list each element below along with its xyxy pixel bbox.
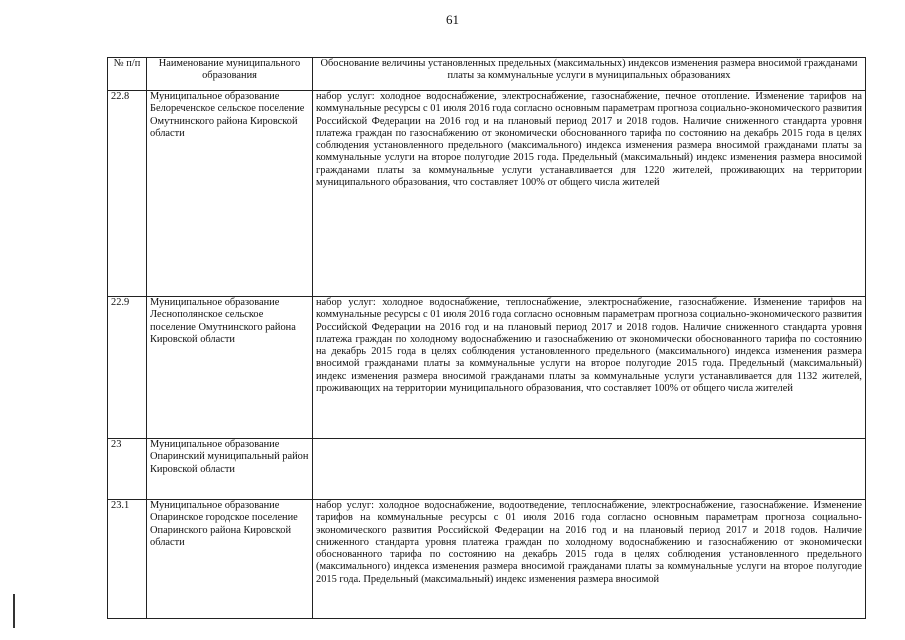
table-row xyxy=(108,297,866,439)
justification-text xyxy=(313,439,866,500)
municipality-name: Муниципальное образование Опаринское городское поселение Опаринского района Кировской области xyxy=(147,500,313,619)
table-row xyxy=(108,439,866,500)
municipality-name: Муниципальное образование Опаринский муниципальный район Кировской области xyxy=(147,439,313,500)
scan-artifact-line xyxy=(13,594,15,628)
row-number: 22.9 xyxy=(108,297,147,439)
row-number: 22.8 xyxy=(108,91,147,297)
page-number: 61 xyxy=(446,12,459,27)
justification-text: набор услуг: холодное водоснабжение, электроснабжение, газоснабжение, печное отопление. Изменение тарифов на коммунальные ресурсы с 01 июля 2016 года согласно основным параметрам прогноза социально-экономического развития Российской Федерации на 2016 год и на плановый период 2017 и 2018 годов. Наличие сниженного стандарта уровня платежа граждан по газоснабжению от экономически обоснованного тарифа по состоянию на декабрь 2015 года в целях соблюдения установленного предельного (максимального) индекса изменения размера вносимой гражданами платы за коммунальные услуги на второе полугодие 2015 года. Предельный (максимальный) индекс изменения размера вносимой гражданами платы за коммунальные услуги устанавливается для 1220 жителей, проживающих на территории муниципального образования, что составляет 100% от общего числа жителей xyxy=(313,91,866,297)
municipality-name: Муниципальное образование Леснополянское сельское поселение Омутнинского района Кировской области xyxy=(147,297,313,439)
justification-text: набор услуг: холодное водоснабжение, теплоснабжение, электроснабжение, газоснабжение. Изменение тарифов на коммунальные ресурсы с 01 июля 2016 года согласно основным параметрам прогноза социально-экономического развития Российской Федерации на 2016 год и на плановый период 2017 и 2018 годов. Наличие сниженного стандарта уровня платежа граждан по холодному водоснабжению и газоснабжению от экономически обоснованного тарифа по состоянию на декабрь 2015 года в целях соблюдения установленного предельного (максимального) индекса изменения размера вносимой гражданами платы за коммунальные услуги на второе полугодие 2015 года. Предельный (максимальный) индекс изменения размера вносимой гражданами платы за коммунальные услуги устанавливается для 1132 жителей, проживающих на территории муниципального образования, что составляет 100% от общего числа жителей xyxy=(313,297,866,439)
table-row xyxy=(108,91,866,297)
municipality-name: Муниципальное образование Белореченское сельское поселение Омутнинского района Кировской области xyxy=(147,91,313,297)
header-municipality: Наименование муниципального образования xyxy=(147,58,313,91)
justification-text: набор услуг: холодное водоснабжение, водоотведение, теплоснабжение, электроснабжение, газоснабжение. Изменение тарифов на коммунальные ресурсы с 01 июля 2016 года согласно основным параметрам прогноза социально-экономического развития Российской Федерации на 2016 год и на плановый период 2017 и 2018 годов. Наличие сниженного стандарта уровня платежа граждан по холодному водоснабжению и газоснабжению от экономически обоснованного тарифа по состоянию на декабрь 2015 года в целях соблюдения установленного предельного (максимального) индекса изменения размера вносимой гражданами платы за коммунальные услуги на второе полугодие 2015 года. Предельный (максимальный) индекс изменения размера вносимой xyxy=(313,500,866,619)
row-number: 23.1 xyxy=(108,500,147,619)
header-num: № п/п xyxy=(108,58,147,91)
tariff-index-table xyxy=(107,57,866,619)
table-header-row xyxy=(108,58,866,91)
table-row xyxy=(108,500,866,619)
row-number: 23 xyxy=(108,439,147,500)
header-justification: Обоснование величины установленных предельных (максимальных) индексов изменения размера вносимой гражданами платы за коммунальные услуги в муниципальных образованиях xyxy=(313,58,866,91)
